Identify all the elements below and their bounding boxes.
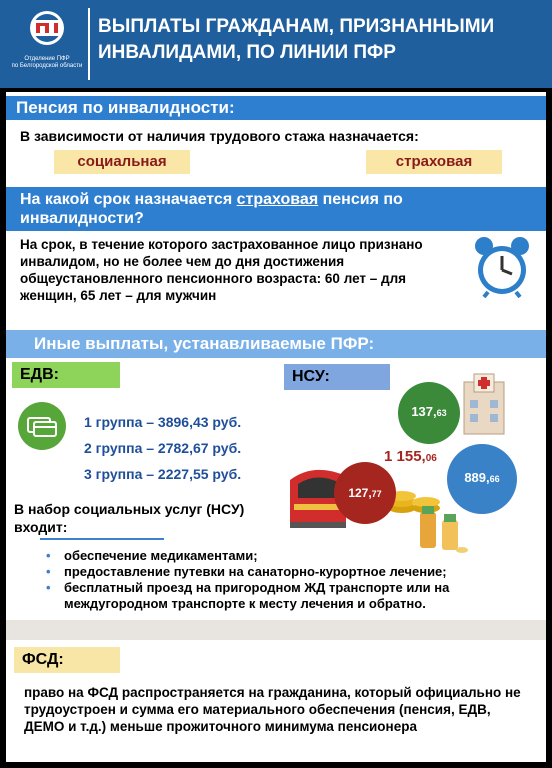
section-separator bbox=[6, 620, 546, 640]
term-heading-link: страховая bbox=[236, 191, 319, 208]
nsu-transport-main: 889, bbox=[464, 470, 490, 485]
nsu-medicines-bubble bbox=[398, 382, 460, 444]
edv-group-3: 3 группа – 2227,55 руб. bbox=[84, 466, 242, 482]
list-item: • бесплатный проезд на пригородном ЖД транспорте или на междугородном транспорте к месту лечения и обратно. bbox=[44, 580, 524, 612]
list-item: • обеспечение медикаментами; bbox=[44, 548, 524, 564]
hospital-icon bbox=[460, 372, 508, 436]
nsu-intro: В набор социальных услуг (НСУ) входит: bbox=[14, 501, 245, 535]
edv-group-1: 1 группа – 3896,43 руб. bbox=[84, 414, 242, 430]
page-title-line1: ВЫПЛАТЫ ГРАЖДАНАМ, ПРИЗНАННЫМИ bbox=[98, 16, 495, 37]
option-social: социальная bbox=[54, 150, 190, 174]
nsu-sanatorium-main: 127, bbox=[348, 486, 372, 500]
term-body: На срок, в течение которого застрахованное лицо признано инвалидом, но не более чем до дня достижения общеустановленного пенсионного возраста: 60 лет – для женщин, 65 лет – для мужчин bbox=[20, 237, 423, 303]
nsu-list bbox=[44, 548, 524, 612]
bank-cards-icon bbox=[18, 402, 66, 450]
fsd-body: право на ФСД распространяется на гражданина, который официально не трудоустроен и сумма его материального обеспечения (пенсия, ЕДВ, ДЕМО и т.д.) меньше прожиточного минимума пенсионера bbox=[24, 685, 521, 734]
logo-caption-line2: по Белгородской области bbox=[11, 63, 83, 69]
nsu-total-kop: 06 bbox=[425, 453, 437, 464]
pfr-logo-icon bbox=[22, 8, 72, 48]
option-insurance: страховая bbox=[366, 150, 502, 174]
header-divider bbox=[88, 8, 90, 80]
page-title-line2: ИНВАЛИДАМИ, ПО ЛИНИИ ПФР bbox=[98, 42, 396, 63]
pension-heading: Пенсия по инвалидности: bbox=[6, 96, 546, 120]
logo bbox=[8, 6, 86, 82]
header bbox=[0, 0, 552, 88]
nsu-total-main: 1 155, bbox=[384, 448, 426, 465]
term-heading-pre: На какой срок назначается bbox=[20, 191, 237, 208]
logo-caption bbox=[8, 56, 86, 70]
term-heading-line2: инвалидности? bbox=[20, 210, 144, 227]
term-heading-line1 bbox=[20, 190, 546, 209]
nsu-medicines-main: 137, bbox=[411, 404, 437, 419]
nsu-total bbox=[384, 448, 437, 465]
page-title bbox=[98, 14, 538, 66]
nsu-sanatorium-kop: 77 bbox=[371, 489, 382, 499]
list-item: • предоставление путевки на санаторно-курортное лечение; bbox=[44, 564, 524, 580]
nsu-transport-bubble bbox=[447, 444, 517, 514]
other-payments-heading: Иные выплаты, устанавливаемые ПФР: bbox=[6, 330, 546, 358]
nsu-label: НСУ: bbox=[284, 364, 390, 390]
divider bbox=[40, 538, 164, 540]
edv-group-2: 2 группа – 2782,67 руб. bbox=[84, 440, 242, 456]
nsu-medicines-kop: 63 bbox=[436, 408, 447, 418]
logo-caption-line1: Отделение ПФР bbox=[24, 56, 70, 62]
alarm-clock-icon bbox=[470, 234, 534, 298]
term-heading bbox=[6, 187, 546, 231]
nsu-sanatorium-bubble bbox=[334, 462, 396, 524]
edv-label: ЕДВ: bbox=[12, 362, 120, 388]
stazh-text: В зависимости от наличия трудового стажа назначается: bbox=[20, 128, 419, 144]
fsd-label: ФСД: bbox=[14, 647, 120, 673]
term-heading-post: пенсия по bbox=[318, 191, 403, 208]
nsu-transport-kop: 66 bbox=[489, 474, 500, 484]
